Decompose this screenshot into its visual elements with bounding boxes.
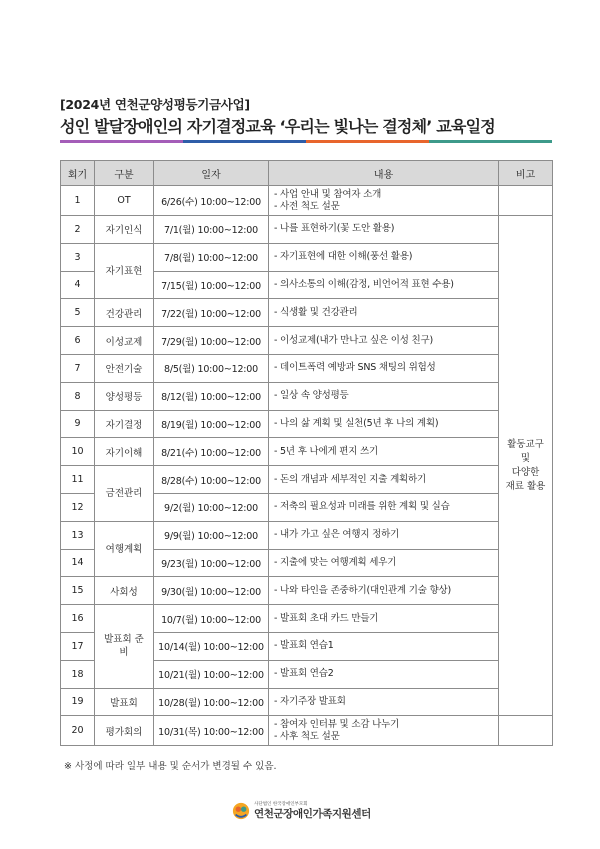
round-cell: 1 <box>61 186 95 216</box>
round-cell: 9 <box>61 410 95 438</box>
color-bar-orange <box>306 140 429 143</box>
table-row <box>61 688 553 716</box>
content-cell <box>269 688 499 716</box>
date-cell: 8/19(월) 10:00~12:00 <box>154 410 269 438</box>
date-cell: 10/14(월) 10:00~12:00 <box>154 632 269 660</box>
category-cell: 자기이해 <box>95 438 154 466</box>
content-line: - 사업 안내 및 참여자 소개 <box>274 188 382 200</box>
date-cell: 10/21(월) 10:00~12:00 <box>154 660 269 688</box>
round-cell: 2 <box>61 216 95 244</box>
header-round: 회기 <box>61 161 95 186</box>
date-cell: 6/26(수) 10:00~12:00 <box>154 186 269 216</box>
date-cell: 8/5(월) 10:00~12:00 <box>154 354 269 382</box>
remarks-line: 다양한 <box>511 466 540 478</box>
content-cell <box>269 577 499 605</box>
table-row <box>61 216 553 244</box>
org-name: 연천군장애인가족지원센터 <box>254 808 371 820</box>
page-title: 성인 발달장애인의 자기결정교육 ‘우리는 빛나는 결정체’ 교육일정 <box>60 117 495 136</box>
content-cell <box>269 354 499 382</box>
color-bar-purple <box>60 140 183 143</box>
round-cell: 5 <box>61 299 95 327</box>
remarks-cell-empty <box>499 716 553 746</box>
org-parent-name: 사단법인 한국장애인부모회 <box>254 802 308 807</box>
content-line: - 발표회 연습2 <box>274 668 334 680</box>
category-cell: 평가회의 <box>95 716 154 746</box>
date-cell: 10/31(목) 10:00~12:00 <box>154 716 269 746</box>
remarks-line: 활동교구 <box>507 438 544 450</box>
category-cell: 사회성 <box>95 577 154 605</box>
remarks-line: 및 <box>520 452 531 464</box>
content-cell <box>269 186 499 216</box>
content-line: - 사전 척도 설문 <box>274 200 340 212</box>
content-line: - 일상 속 양성평등 <box>274 390 349 402</box>
content-line: - 저축의 필요성과 미래를 위한 계획 및 실습 <box>274 501 450 513</box>
table-row <box>61 438 553 466</box>
content-line: - 나와 타인을 존중하기(대인관계 기술 향상) <box>274 584 451 596</box>
content-line: - 참여자 인터뷰 및 소감 나누기 <box>274 718 400 730</box>
date-cell: 8/12(월) 10:00~12:00 <box>154 382 269 410</box>
header-content: 내용 <box>269 161 499 186</box>
content-cell <box>269 410 499 438</box>
table-row <box>61 716 553 746</box>
content-cell <box>269 660 499 688</box>
content-line: - 발표회 연습1 <box>274 640 334 652</box>
content-cell <box>269 605 499 633</box>
content-line: - 5년 후 나에게 편지 쓰기 <box>274 445 378 457</box>
table-row <box>61 299 553 327</box>
color-bar-blue <box>183 140 306 143</box>
category-cell: 건강관리 <box>95 299 154 327</box>
round-cell: 19 <box>61 688 95 716</box>
table-row <box>61 577 553 605</box>
round-cell: 12 <box>61 493 95 521</box>
content-cell <box>269 549 499 577</box>
header-remarks: 비고 <box>499 161 553 186</box>
date-cell: 7/8(월) 10:00~12:00 <box>154 243 269 271</box>
round-cell: 16 <box>61 605 95 633</box>
content-cell <box>269 438 499 466</box>
content-cell <box>269 493 499 521</box>
content-line: - 이성교제(내가 만나고 싶은 이성 친구) <box>274 334 433 346</box>
table-header-row <box>61 161 553 186</box>
content-line: - 지출에 맞는 여행계획 세우기 <box>274 556 397 568</box>
category-cell: 발표회 <box>95 688 154 716</box>
round-cell: 15 <box>61 577 95 605</box>
header-date: 일자 <box>154 161 269 186</box>
date-cell: 7/15(월) 10:00~12:00 <box>154 271 269 299</box>
date-cell: 7/22(월) 10:00~12:00 <box>154 299 269 327</box>
table-row <box>61 186 553 216</box>
content-cell <box>269 466 499 494</box>
content-line: - 식생활 및 건강관리 <box>274 306 358 318</box>
content-cell <box>269 716 499 746</box>
content-line: - 나의 삶 계획 및 실천(5년 후 나의 계획) <box>274 417 439 429</box>
table-row <box>61 354 553 382</box>
table-row <box>61 382 553 410</box>
date-cell: 9/30(월) 10:00~12:00 <box>154 577 269 605</box>
content-line: - 의사소통의 이해(감정, 비언어적 표현 수용) <box>274 278 454 290</box>
date-cell: 7/1(월) 10:00~12:00 <box>154 216 269 244</box>
header-category: 구분 <box>95 161 154 186</box>
remarks-cell <box>499 216 553 716</box>
content-cell <box>269 216 499 244</box>
round-cell: 13 <box>61 521 95 549</box>
content-cell <box>269 632 499 660</box>
page-subtitle: [2024년 연천군양성평등기금사업] <box>60 97 250 112</box>
round-cell: 20 <box>61 716 95 746</box>
category-cell: 금전관리 <box>95 466 154 522</box>
table-row <box>61 605 553 633</box>
content-line: - 자기주장 발표회 <box>274 695 346 707</box>
category-cell: 자기표현 <box>95 243 154 299</box>
category-cell: OT <box>95 186 154 216</box>
category-cell: 자기인식 <box>95 216 154 244</box>
date-cell: 8/21(수) 10:00~12:00 <box>154 438 269 466</box>
date-cell: 8/28(수) 10:00~12:00 <box>154 466 269 494</box>
date-cell: 10/28(월) 10:00~12:00 <box>154 688 269 716</box>
round-cell: 4 <box>61 271 95 299</box>
table-row <box>61 521 553 549</box>
content-cell <box>269 327 499 355</box>
category-cell: 여행계획 <box>95 521 154 577</box>
category-cell: 이성교제 <box>95 327 154 355</box>
content-line: - 나를 표현하기(꽃 도안 활용) <box>274 223 395 235</box>
category-cell: 자기결정 <box>95 410 154 438</box>
table-row <box>61 243 553 271</box>
category-cell: 안전기술 <box>95 354 154 382</box>
round-cell: 18 <box>61 660 95 688</box>
table-row <box>61 327 553 355</box>
date-cell: 7/29(월) 10:00~12:00 <box>154 327 269 355</box>
round-cell: 10 <box>61 438 95 466</box>
org-logo-icon <box>232 802 250 820</box>
content-line: - 사후 척도 설문 <box>274 730 340 742</box>
content-cell <box>269 299 499 327</box>
content-cell <box>269 382 499 410</box>
content-line: - 내가 가고 싶은 여행지 정하기 <box>274 529 400 541</box>
content-cell <box>269 243 499 271</box>
content-line: - 발표회 초대 카드 만들기 <box>274 612 379 624</box>
remarks-line: 재료 활용 <box>505 480 546 492</box>
date-cell: 9/2(월) 10:00~12:00 <box>154 493 269 521</box>
footnote: ※ 사정에 따라 일부 내용 및 순서가 변경될 수 있음. <box>64 761 277 772</box>
round-cell: 6 <box>61 327 95 355</box>
content-line: - 돈의 개념과 세부적인 지출 계획하기 <box>274 473 426 485</box>
color-bar-teal <box>429 140 552 143</box>
date-cell: 10/7(월) 10:00~12:00 <box>154 605 269 633</box>
date-cell: 9/23(월) 10:00~12:00 <box>154 549 269 577</box>
round-cell: 7 <box>61 354 95 382</box>
round-cell: 14 <box>61 549 95 577</box>
table-row <box>61 410 553 438</box>
content-line: - 데이트폭력 예방과 SNS 채팅의 위험성 <box>274 362 436 374</box>
content-cell <box>269 271 499 299</box>
category-cell: 발표회 준비 <box>95 605 154 688</box>
date-cell: 9/9(월) 10:00~12:00 <box>154 521 269 549</box>
category-cell: 양성평등 <box>95 382 154 410</box>
round-cell: 3 <box>61 243 95 271</box>
content-line: - 자기표현에 대한 이해(풍선 활용) <box>274 251 413 263</box>
schedule-table <box>60 160 553 746</box>
content-cell <box>269 521 499 549</box>
footer-org <box>232 802 371 820</box>
round-cell: 17 <box>61 632 95 660</box>
table-row <box>61 466 553 494</box>
remarks-cell-empty <box>499 186 553 216</box>
round-cell: 8 <box>61 382 95 410</box>
round-cell: 11 <box>61 466 95 494</box>
